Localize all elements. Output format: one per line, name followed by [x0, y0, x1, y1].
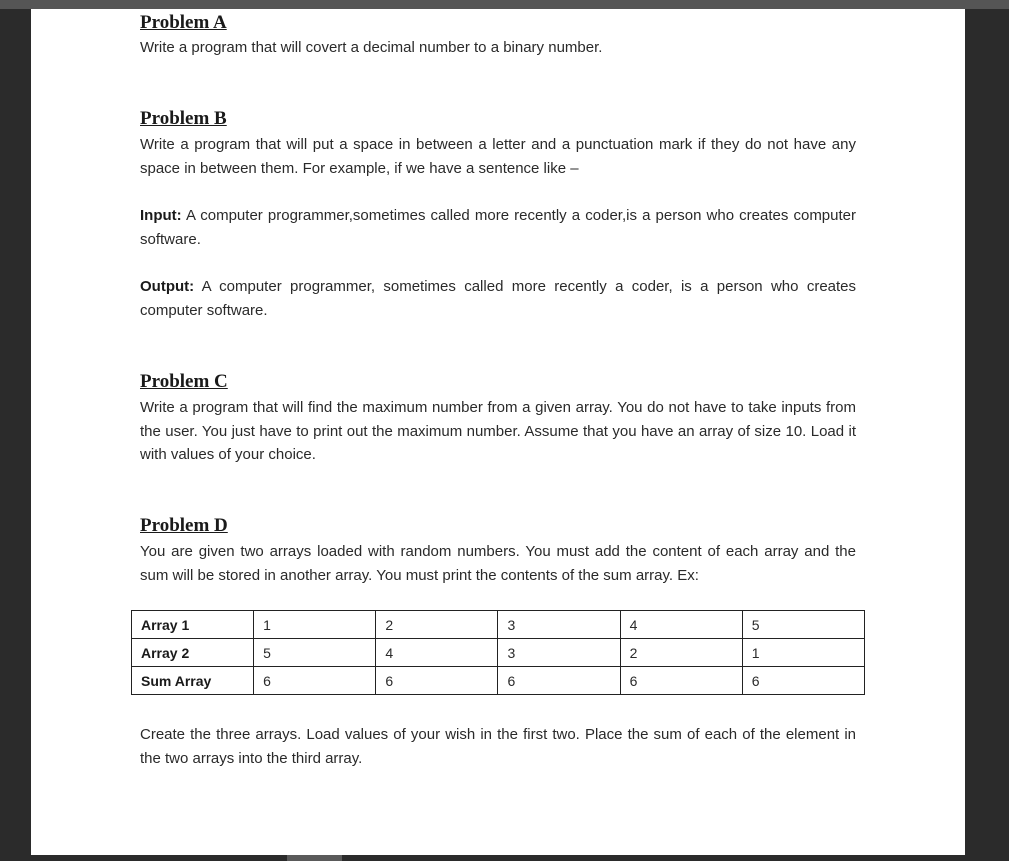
table-cell: 3 [498, 611, 620, 639]
problem-d-text: You are given two arrays loaded with random numbers. You must add the content of each array and the sum will be stored in another array. You must print the contents of the sum array. Ex: [140, 543, 856, 584]
output-label: Output: [140, 278, 195, 295]
problem-a-heading: Problem A [140, 12, 227, 33]
document-page [31, 9, 965, 855]
problem-b-output [140, 275, 856, 322]
horizontal-scrollbar[interactable] [31, 855, 965, 861]
table-cell: 2 [376, 611, 498, 639]
table-cell: 3 [498, 639, 620, 667]
problem-b-text: Write a program that will put a space in between a letter and a punctuation mark if they do not have any space in between them. For example, if we have a sentence like – [140, 136, 856, 177]
table-cell: 2 [620, 639, 742, 667]
table-row [132, 667, 865, 695]
problem-a-text: Write a program that will covert a decimal number to a binary number. [140, 39, 603, 56]
table-cell: 6 [498, 667, 620, 695]
problem-c-heading: Problem C [140, 371, 228, 392]
row-label: Array 1 [132, 611, 254, 639]
table-cell: 4 [376, 639, 498, 667]
input-text: A computer programmer,sometimes called more recently a coder,is a person who creates computer software. [140, 207, 856, 248]
table-cell: 6 [254, 667, 376, 695]
table-cell: 1 [742, 639, 864, 667]
problem-b-input [140, 204, 856, 251]
array-example-table [131, 610, 865, 695]
input-label: Input: [140, 207, 182, 224]
table-cell: 1 [254, 611, 376, 639]
row-label: Array 2 [132, 639, 254, 667]
table-cell: 6 [742, 667, 864, 695]
table-row [132, 611, 865, 639]
output-text: A computer programmer, sometimes called more recently a coder, is a person who creates computer software. [140, 278, 857, 319]
problem-d-heading: Problem D [140, 515, 228, 536]
table-row [132, 639, 865, 667]
row-label: Sum Array [132, 667, 254, 695]
window-top-bar [0, 0, 1009, 9]
table-cell: 6 [376, 667, 498, 695]
table-cell: 4 [620, 611, 742, 639]
table-cell: 5 [254, 639, 376, 667]
problem-b-heading: Problem B [140, 108, 227, 129]
problem-d-closing-text: Create the three arrays. Load values of your wish in the first two. Place the sum of each of the element in the two arrays into the third array. [140, 726, 856, 767]
problem-c-text: Write a program that will find the maximum number from a given array. You do not have to take inputs from the user. You just have to print out the maximum number. Assume that you have an array of size 10. Load it with values of your choice. [140, 399, 856, 463]
table-cell: 6 [620, 667, 742, 695]
table-cell: 5 [742, 611, 864, 639]
horizontal-scrollbar-thumb[interactable] [287, 855, 342, 861]
